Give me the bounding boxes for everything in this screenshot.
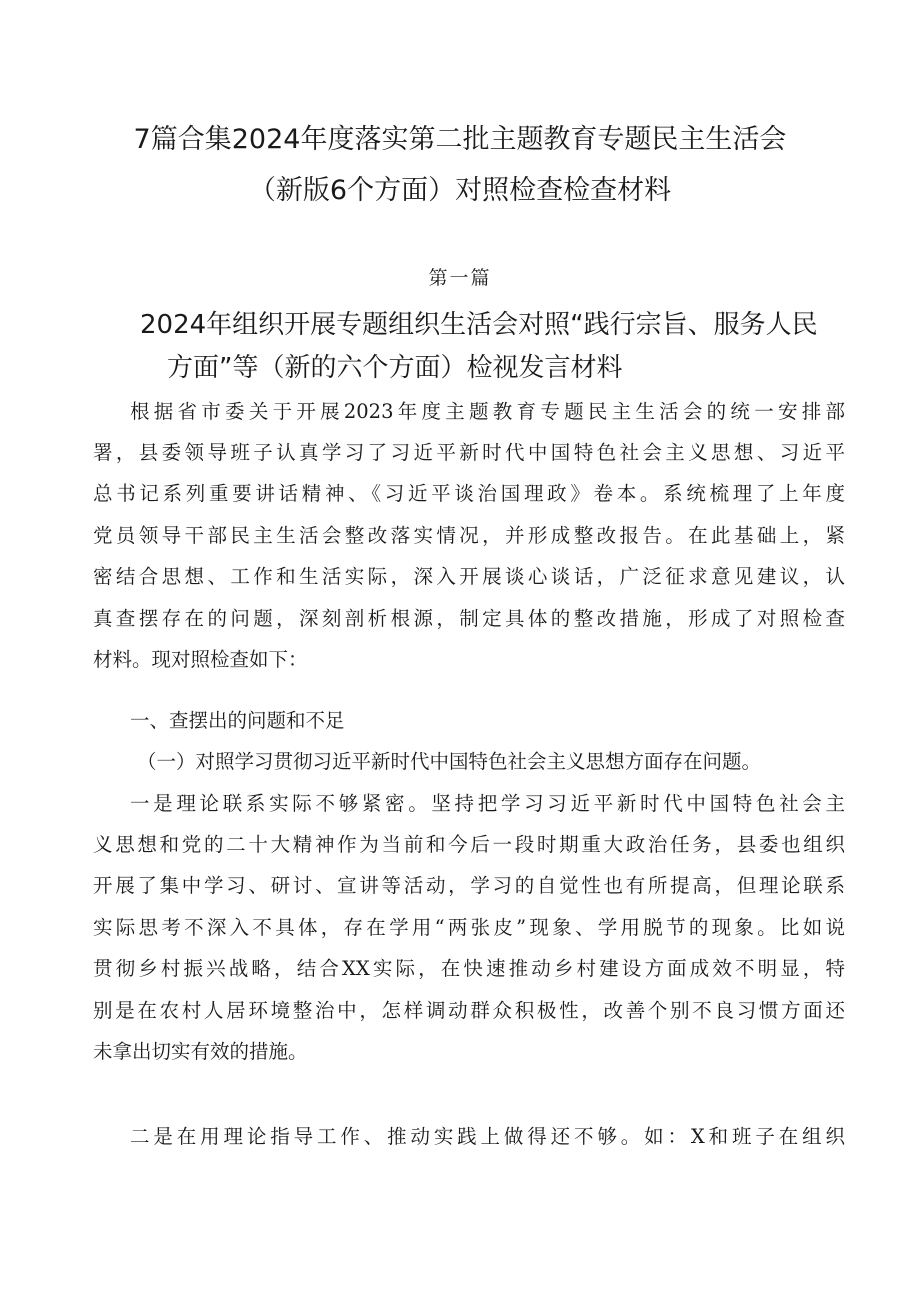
text-line: 真查摆存在的问题，深刻剖析根源，制定具体的整改措施，形成了对照检查 [93,607,845,630]
document-title-line-2: （新版6个方面）对照检查检查材料 [248,175,672,206]
text-line: 署，县委领导班子认真学习了习近平新时代中国特色社会主义思想、习近平 [93,441,845,464]
heading-issue-1: （一）对照学习贯彻习近平新时代中国特色社会主义思想方面存在问题。 [137,750,762,773]
document-title-line-1: 7篇合集2024年度落实第二批主题教育专题民主生活会 [133,124,787,155]
text-line: 党员领导干部民主生活会整改落实情况，并形成整改报告。在此基础上，紧 [93,524,845,547]
section-subtitle-line-1: 2024年组织开展专题组织生活会对照“践行宗旨、服务人民 [140,310,818,340]
section-label: 第一篇 [428,267,492,289]
text-line: 材料。现对照检查如下： [93,648,308,671]
text-line: 开展了集中学习、研讨、宣讲等活动，学习的自觉性也有所提高，但理论联系 [93,874,845,897]
text-line: 根据省市委关于开展2023年度主题教育专题民主生活会的统一安排部 [130,400,845,423]
text-line: 贯彻乡村振兴战略，结合XX实际，在快速推动乡村建设方面成效不明显，特 [93,957,845,980]
text-line: 一是理论联系实际不够紧密。坚持把学习习近平新时代中国特色社会主 [130,792,845,815]
heading-issues: 一、查摆出的问题和不足 [130,709,345,732]
text-line: 义思想和党的二十大精神作为当前和今后一段时期重大政治任务，县委也组织 [93,833,845,856]
section-subtitle-line-2: 方面”等（新的六个方面）检视发言材料 [167,353,623,383]
text-line: 密结合思想、工作和生活实际，深入开展谈心谈话，广泛征求意见建议，认 [93,565,845,588]
text-line: 别是在农村人居环境整治中，怎样调动群众积极性，改善个别不良习惯方面还 [93,999,845,1022]
text-line: 总书记系列重要讲话精神、《习近平谈治国理政》卷本。系统梳理了上年度 [93,482,845,505]
text-line: 未拿出切实有效的措施。 [93,1040,308,1063]
text-line: 二是在用理论指导工作、推动实践上做得还不够。如：X和班子在组织 [130,1125,845,1148]
text-line: 实际思考不深入不具体，存在学用“两张皮”现象、学用脱节的现象。比如说 [93,916,845,939]
